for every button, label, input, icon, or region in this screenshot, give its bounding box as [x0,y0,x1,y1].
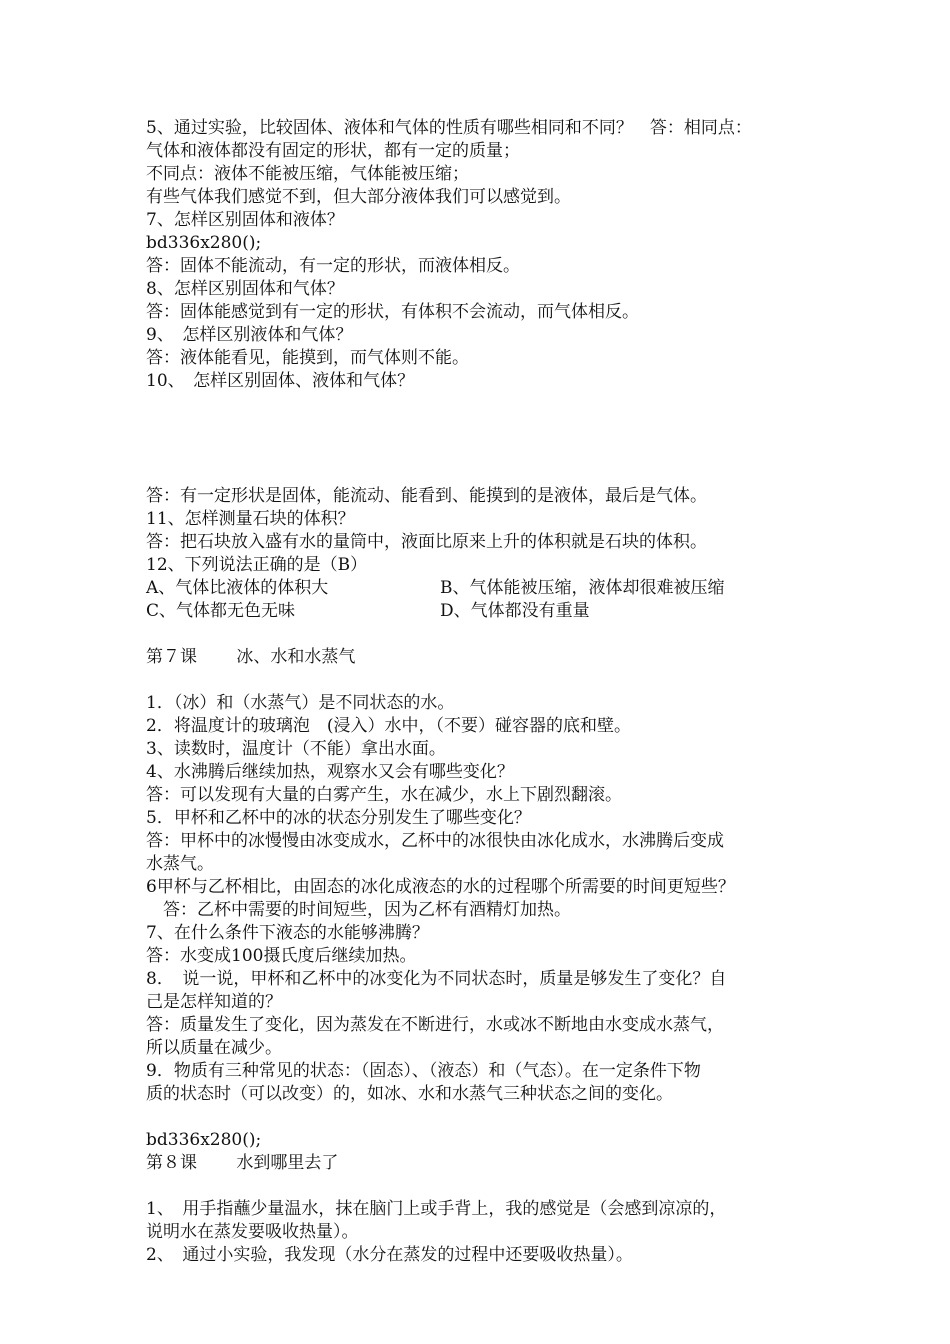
lesson-7-line: 答：质量发生了变化，因为蒸发在不断进行，水或冰不断地由水变成水蒸气， [146,1015,724,1035]
answer-line: 气体和液体都没有固定的形状，都有一定的质量； [146,141,520,161]
answer-line: 答：把石块放入盛有水的量筒中，液面比原来上升的体积就是石块的体积。 [146,532,707,552]
question-8-line: 8、怎样区别固体和气体？ [146,279,344,299]
lesson-7-line: 2．将温度计的玻璃泡 (浸入）水中，（不要）碰容器的底和壁。 [146,716,631,736]
question-12-line: 12、下列说法正确的是（B） [146,555,368,575]
lesson-7-line: 己是怎样知道的？ [146,992,282,1012]
question-10-line: 10、 怎样区别固体、液体和气体？ [146,371,415,391]
lesson-7-title: 第７课 冰、水和水蒸气 [146,647,356,667]
question-9-line: 9、 怎样区别液体和气体？ [146,325,353,345]
document-text [146,117,826,1267]
options-row-1 [146,577,826,600]
question-5-line: 5、通过实验，比较固体、液体和气体的性质有哪些相同和不同？ 答：相同点： [146,118,752,138]
lesson-8-line: 1、 用手指蘸少量温水，抹在脑门上或手背上，我的感觉是（会感到凉凉的， [146,1199,727,1219]
spacer [146,393,826,462]
answer-line: 答：固体能感觉到有一定的形状，有体积不会流动，而气体相反。 [146,302,639,322]
lesson-7-line: 答：可以发现有大量的白雾产生，水在减少，水上下剧烈翻滚。 [146,785,622,805]
spacer [146,462,826,485]
option-a: A、气体比液体的体积大 [146,578,329,598]
lesson-7-line: 1．（冰）和（水蒸气）是不同状态的水。 [146,693,455,713]
option-c: C、气体都无色无味 [146,601,296,621]
answer-line: 有些气体我们感觉不到，但大部分液体我们可以感觉到。 [146,187,571,207]
lesson-7-line: 8． 说一说，甲杯和乙杯中的冰变化为不同状态时，质量是够发生了变化？自 [146,969,727,989]
lesson-7-line: 水蒸气。 [146,854,214,874]
options-row-2 [146,600,826,623]
lesson-7-line: 4、水沸腾后继续加热，观察水又会有哪些变化？ [146,762,514,782]
answer-line: 答：固体不能流动，有一定的形状，而液体相反。 [146,256,520,276]
lesson-7-line: 3、读数时，温度计（不能）拿出水面。 [146,739,446,759]
answer-line: 答：液体能看见，能摸到，而气体则不能。 [146,348,469,368]
option-d: D、气体都没有重量 [440,601,590,621]
code-line: bd336x280(); [146,1130,262,1150]
lesson-7-line: 所以质量在减少。 [146,1038,282,1058]
answer-line: 不同点：液体不能被压缩，气体能被压缩； [146,164,469,184]
lesson-7-line: 质的状态时（可以改变）的，如冰、水和水蒸气三种状态之间的变化。 [146,1084,673,1104]
spacer [146,1106,826,1129]
lesson-8-title: 第８课 水到哪里去了 [146,1153,339,1173]
question-11-line: 11、怎样测量石块的体积？ [146,509,355,529]
lesson-8-line: 说明水在蒸发要吸收热量）。 [146,1222,359,1242]
answer-line: 答：有一定形状是固体，能流动、能看到、能摸到的是液体，最后是气体。 [146,486,707,506]
lesson-8-line: 2、 通过小实验，我发现（水分在蒸发的过程中还要吸收热量）。 [146,1245,633,1265]
lesson-7-line: 答：甲杯中的冰慢慢由冰变成水，乙杯中的冰很快由冰化成水，水沸腾后变成 [146,831,724,851]
option-b: B、气体能被压缩，液体却很难被压缩 [440,578,725,598]
spacer [146,1175,826,1198]
question-7-line: 7、怎样区别固体和液体？ [146,210,344,230]
lesson-7-line: 9．物质有三种常见的状态：（固态）、（液态）和（气态）。在一定条件下物 [146,1061,701,1081]
lesson-7-line: 答：乙杯中需要的时间短些，因为乙杯有酒精灯加热。 [146,900,571,920]
spacer [146,669,826,692]
lesson-7-line: 7、在什么条件下液态的水能够沸腾？ [146,923,429,943]
spacer [146,623,826,646]
code-line: bd336x280(); [146,233,262,253]
lesson-7-line: 答：水变成100摄氏度后继续加热。 [146,946,417,966]
lesson-7-line: 5．甲杯和乙杯中的冰的状态分别发生了哪些变化？ [146,808,531,828]
lesson-7-line: 6甲杯与乙杯相比，由固态的冰化成液态的水的过程哪个所需要的时间更短些？ [146,877,735,897]
